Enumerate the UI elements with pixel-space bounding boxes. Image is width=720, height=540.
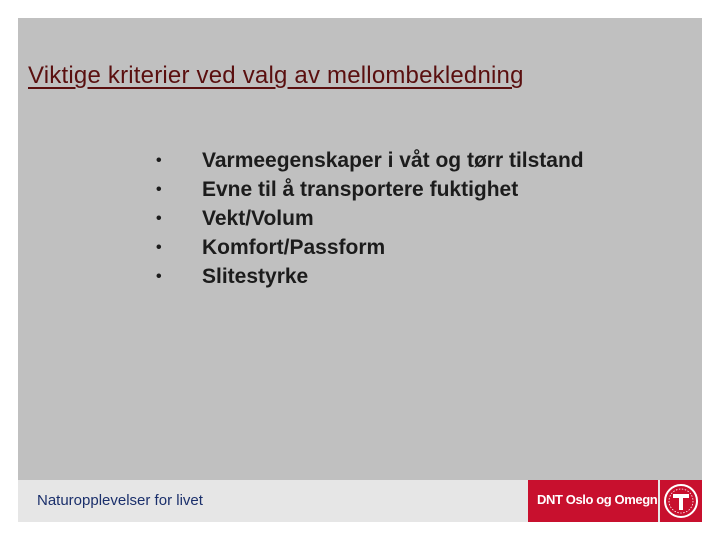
bullet-dot: • [156, 180, 162, 198]
bullet-text: Komfort/Passform [202, 235, 386, 259]
bullet-dot: • [156, 238, 162, 256]
footer-tagline: Naturopplevelser for livet [37, 492, 203, 509]
bullet-item [154, 262, 584, 291]
bullet-item [154, 233, 584, 262]
dnt-t-logo-graphic [660, 480, 702, 522]
brand-wordmark: DNT Oslo og Omegn [537, 492, 658, 507]
bullet-dot: • [156, 151, 162, 169]
bullet-list [154, 146, 584, 291]
bullet-dot: • [156, 267, 162, 285]
bullet-text: Vekt/Volum [202, 206, 314, 230]
footer-bar [18, 480, 702, 522]
dnt-t-logo-icon [660, 480, 702, 522]
bullet-item [154, 146, 584, 175]
brand-wordmark-box [528, 480, 658, 522]
bullet-item [154, 204, 584, 233]
bullet-text: Evne til å transportere fuktighet [202, 177, 519, 201]
bullet-text: Varmeegenskaper i våt og tørr tilstand [202, 148, 584, 172]
slide-title: Viktige kriterier ved valg av mellombekledning [28, 62, 524, 89]
bullet-dot: • [156, 209, 162, 227]
slide [18, 18, 702, 522]
bullet-text: Slitestyrke [202, 264, 309, 288]
bullet-item [154, 175, 584, 204]
